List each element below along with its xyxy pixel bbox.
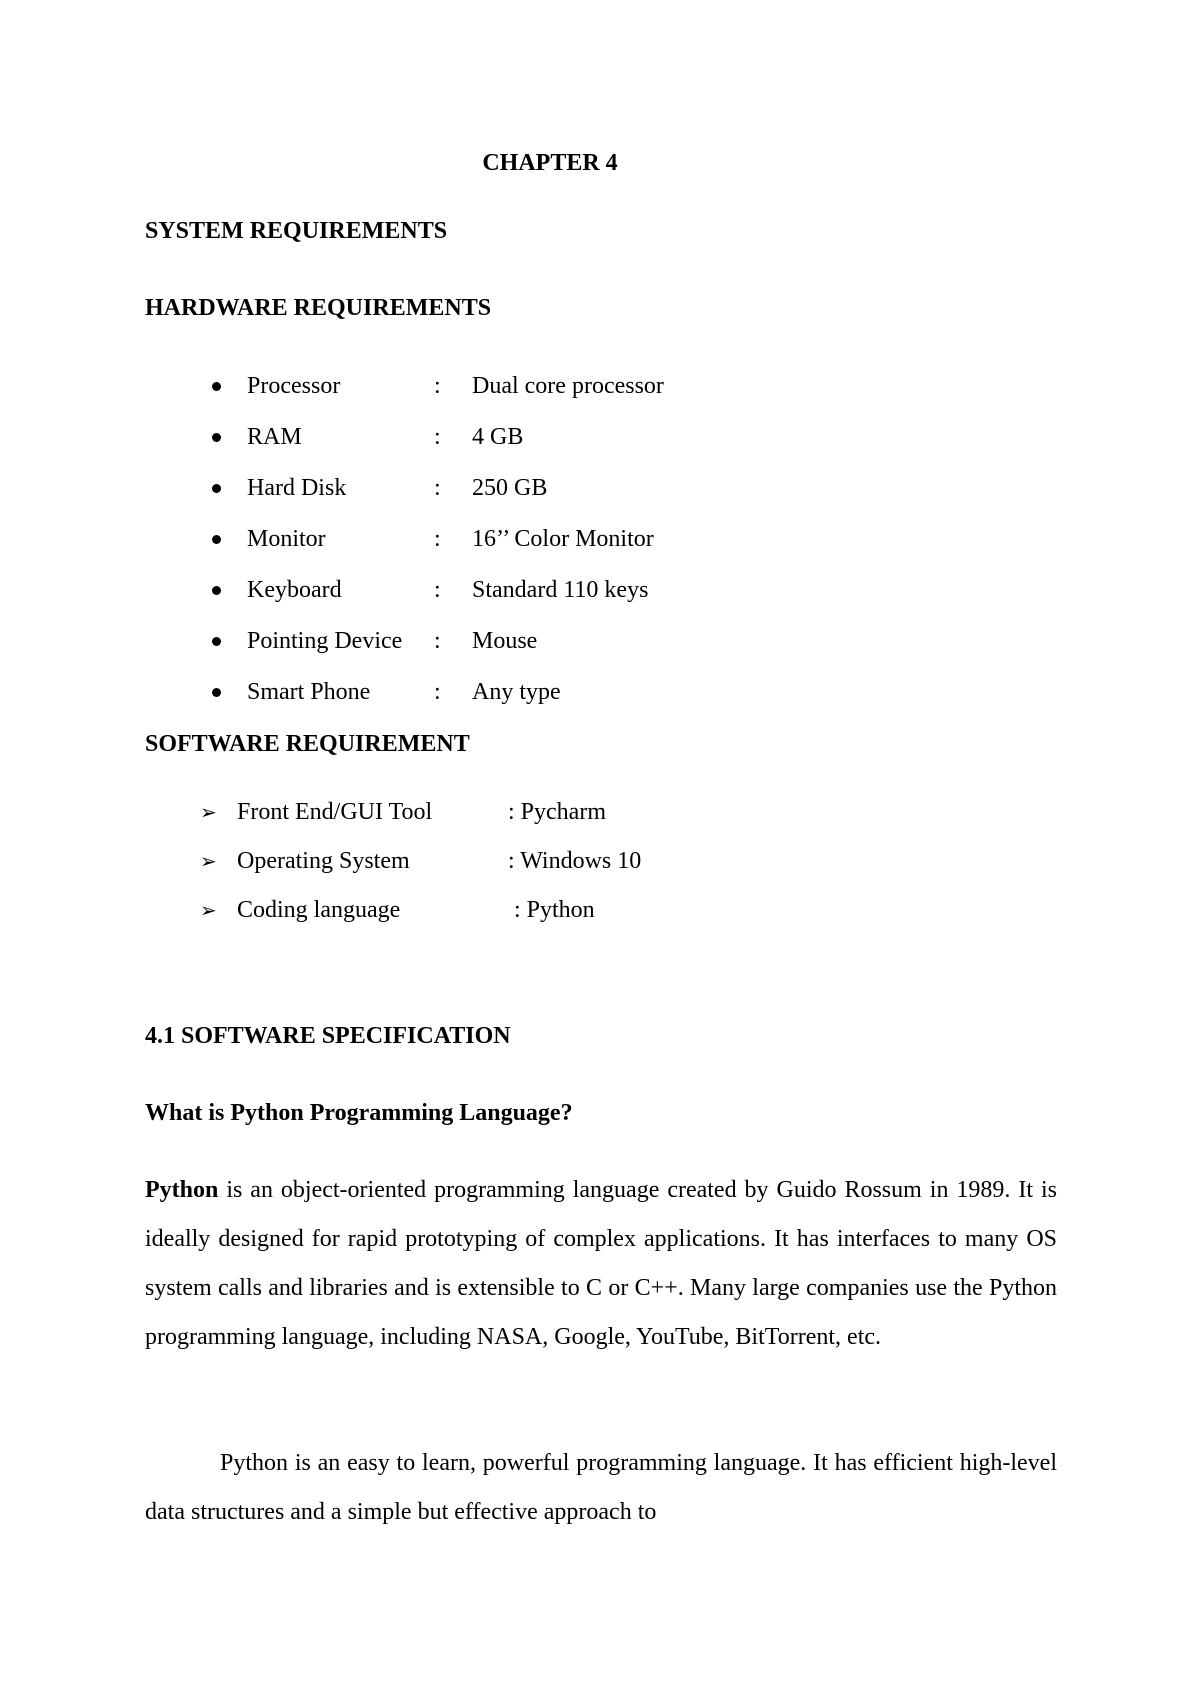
hardware-value: Mouse [472, 628, 538, 654]
hardware-value: Standard 110 keys [472, 577, 649, 603]
arrow-bullet-icon: ➢ [200, 898, 217, 922]
arrow-bullet-icon: ➢ [200, 800, 217, 824]
hardware-separator: : [434, 475, 441, 501]
bullet-icon [212, 586, 221, 595]
software-value: : Pycharm [508, 799, 606, 825]
bullet-icon [212, 535, 221, 544]
hardware-value: Any type [472, 679, 561, 705]
software-requirement-heading: SOFTWARE REQUIREMENT [145, 731, 470, 757]
python-question-heading: What is Python Programming Language? [145, 1100, 573, 1126]
software-value: : Windows 10 [508, 848, 642, 874]
hardware-separator: : [434, 577, 441, 603]
hardware-value: 4 GB [472, 424, 524, 450]
bullet-icon [212, 382, 221, 391]
system-requirements-heading: SYSTEM REQUIREMENTS [145, 218, 448, 244]
hardware-label: Pointing Device [247, 628, 403, 654]
arrow-bullet-icon: ➢ [200, 849, 217, 873]
hardware-separator: : [434, 424, 441, 450]
python-paragraph-1-text: is an object-oriented programming language created by Guido Rossum in 1989. It is ideally designed for rapid prototyping of complex applications. It has interfaces to many OS system calls and libraries and is extensible to C or C++. Many large companies use the Python programming language, including NASA, Google, YouTube, BitTorrent, etc. [145, 1177, 1057, 1350]
hardware-label: Smart Phone [247, 679, 371, 705]
bullet-icon [212, 484, 221, 493]
software-value: : Python [514, 897, 595, 923]
hardware-label: Monitor [247, 526, 326, 552]
hardware-label: Hard Disk [247, 475, 347, 501]
hardware-label: Processor [247, 373, 341, 399]
bullet-icon [212, 688, 221, 697]
hardware-value: 16’’ Color Monitor [472, 526, 654, 552]
hardware-label: RAM [247, 424, 302, 450]
software-specification-heading: 4.1 SOFTWARE SPECIFICATION [145, 1023, 511, 1049]
hardware-value: Dual core processor [472, 373, 664, 399]
python-paragraph-2-text: Python is an easy to learn, powerful programming language. It has efficient high-level data structures and a simple but effective approach to [145, 1450, 1057, 1525]
software-label: Operating System [237, 848, 410, 874]
hardware-value: 250 GB [472, 475, 548, 501]
hardware-separator: : [434, 526, 441, 552]
software-label: Front End/GUI Tool [237, 799, 433, 825]
hardware-separator: : [434, 373, 441, 399]
hardware-separator: : [434, 628, 441, 654]
hardware-label: Keyboard [247, 577, 342, 603]
python-paragraph-2 [145, 1439, 1057, 1537]
python-paragraph-1 [145, 1166, 1057, 1362]
bullet-icon [212, 433, 221, 442]
chapter-heading: CHAPTER 4 [482, 150, 618, 176]
hardware-requirements-heading: HARDWARE REQUIREMENTS [145, 295, 492, 321]
hardware-separator: : [434, 679, 441, 705]
software-label: Coding language [237, 897, 401, 923]
python-lead-word: Python [145, 1177, 219, 1203]
bullet-icon [212, 637, 221, 646]
